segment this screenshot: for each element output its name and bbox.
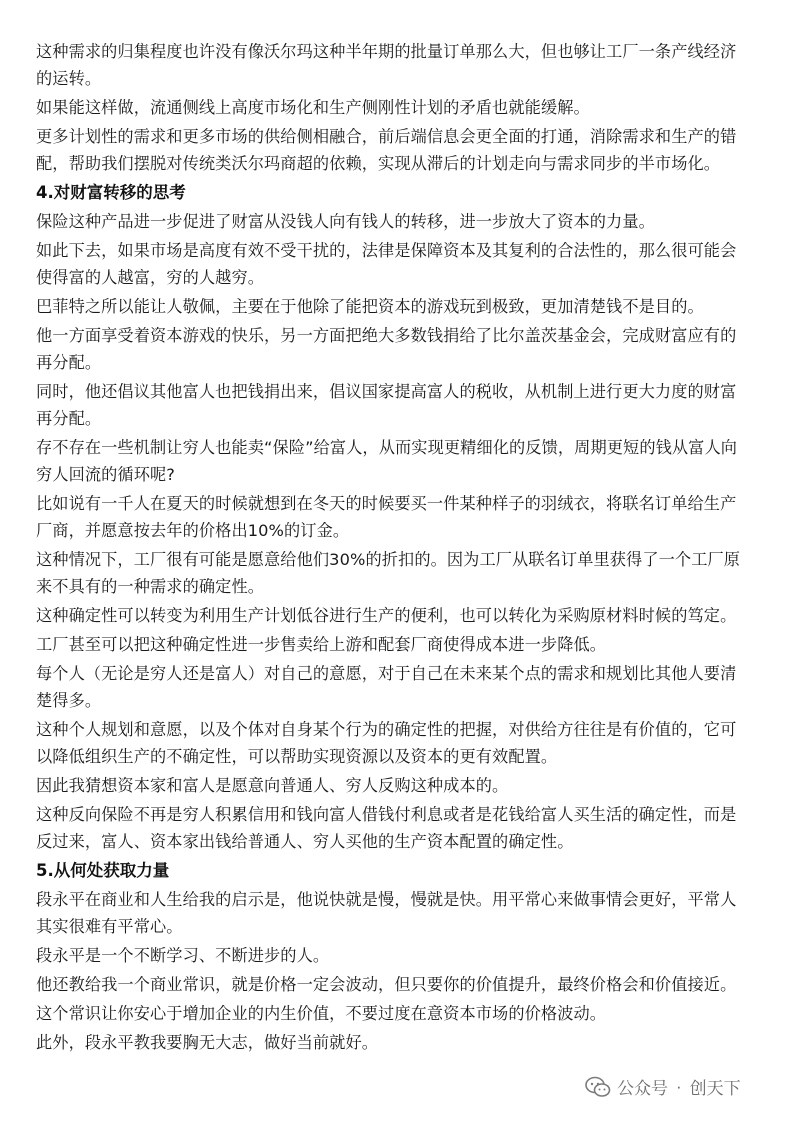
paragraph: 每个人（无论是穷人还是富人）对自己的意愿，对于自己在未来某个点的需求和规划比其他人要清楚得多。 xyxy=(36,664,737,710)
paragraph: 巴菲特之所以能让人敬佩，主要在于他除了能把资本的游戏玩到极致，更加清楚钱不是目的。 xyxy=(36,297,704,316)
paragraph: 这种个人规划和意愿，以及个体对自身某个行为的确定性的把握，对供给方往往是有价值的，它可以降低组织生产的不确定性，可以帮助实现资源以及资本的更有效配置。 xyxy=(36,720,737,766)
watermark-author: 创天下 xyxy=(689,1079,741,1098)
section-heading-5: 5.从何处获取力量 xyxy=(36,861,170,880)
paragraph: 这种情况下，工厂很有可能是愿意给他们30%的折扣的。因为工厂从联名订单里获得了一个工厂原来不具有的一种需求的确定性。 xyxy=(36,550,741,596)
paragraph: 这种确定性可以转变为利用生产计划低谷进行生产的便利，也可以转化为采购原材料时候的笃定。 xyxy=(36,606,737,625)
watermark-separator: · xyxy=(676,1076,682,1096)
watermark xyxy=(585,1074,741,1099)
paragraph: 因此我猜想资本家和富人是愿意向普通人、穷人反购这种成本的。 xyxy=(36,776,509,795)
paragraph: 此外，段永平教我要胸无大志，做好当前就好。 xyxy=(36,1033,379,1052)
paragraph: 存不存在一些机制让穷人也能卖“保险”给富人，从而实现更精细化的反馈，周期更短的钱从富人向穷人回流的循环呢? xyxy=(36,438,738,484)
section-heading-4: 4.对财富转移的思考 xyxy=(36,183,186,202)
paragraph: 保险这种产品进一步促进了财富从没钱人向有钱人的转移，进一步放大了资本的力量。 xyxy=(36,212,655,231)
paragraph: 同时，他还倡议其他富人也把钱捐出来，倡议国家提高富人的税收，从机制上进行更大力度的财富再分配。 xyxy=(36,382,737,428)
article-body xyxy=(36,38,752,1058)
paragraph: 这种需求的归集程度也许没有像沃尔玛这种半年期的批量订单那么大，但也够让工厂一条产线经济的运转。 xyxy=(36,42,737,88)
paragraph: 这个常识让你安心于增加企业的内生价值，不要过度在意资本市场的价格波动。 xyxy=(36,1004,607,1023)
paragraph: 更多计划性的需求和更多市场的供给侧相融合，前后端信息会更全面的打通，消除需求和生产的错配，帮助我们摆脱对传统类沃尔玛商超的依赖，实现从滞后的计划走向与需求同步的半市场化。 xyxy=(36,127,737,173)
wechat-icon xyxy=(585,1076,611,1098)
paragraph: 这种反向保险不再是穷人积累信用和钱向富人借钱付利息或者是花钱给富人买生活的确定性，而是反过来，富人、资本家出钱给普通人、穷人买他的生产资本配置的确定性。 xyxy=(36,805,737,851)
paragraph: 段永平在商业和人生给我的启示是，他说快就是慢，慢就是快。用平常心来做事情会更好，平常人其实很难有平常心。 xyxy=(36,890,737,936)
paragraph: 他还教给我一个商业常识，就是价格一定会波动，但只要你的价值提升，最终价格会和价值接近。 xyxy=(36,975,737,994)
paragraph: 段永平是一个不断学习、不断进步的人。 xyxy=(36,946,330,965)
paragraph: 如此下去，如果市场是高度有效不受干扰的，法律是保障资本及其复利的合法性的，那么很可能会使得富的人越富，穷的人越穷。 xyxy=(36,241,737,287)
paragraph: 他一方面享受着资本游戏的快乐，另一方面把绝大多数钱捐给了比尔盖茨基金会，完成财富应有的再分配。 xyxy=(36,326,737,372)
paragraph: 工厂甚至可以把这种确定性进一步售卖给上游和配套厂商使得成本进一步降低。 xyxy=(36,635,607,654)
watermark-source: 公众号 xyxy=(617,1079,668,1098)
paragraph: 如果能这样做，流通侧线上高度市场化和生产侧刚性计划的矛盾也就能缓解。 xyxy=(36,98,590,117)
paragraph: 比如说有一千人在夏天的时候就想到在冬天的时候要买一件某种样子的羽绒衣，将联名订单给生产厂商，并愿意按去年的价格出10%的订金。 xyxy=(36,494,737,540)
